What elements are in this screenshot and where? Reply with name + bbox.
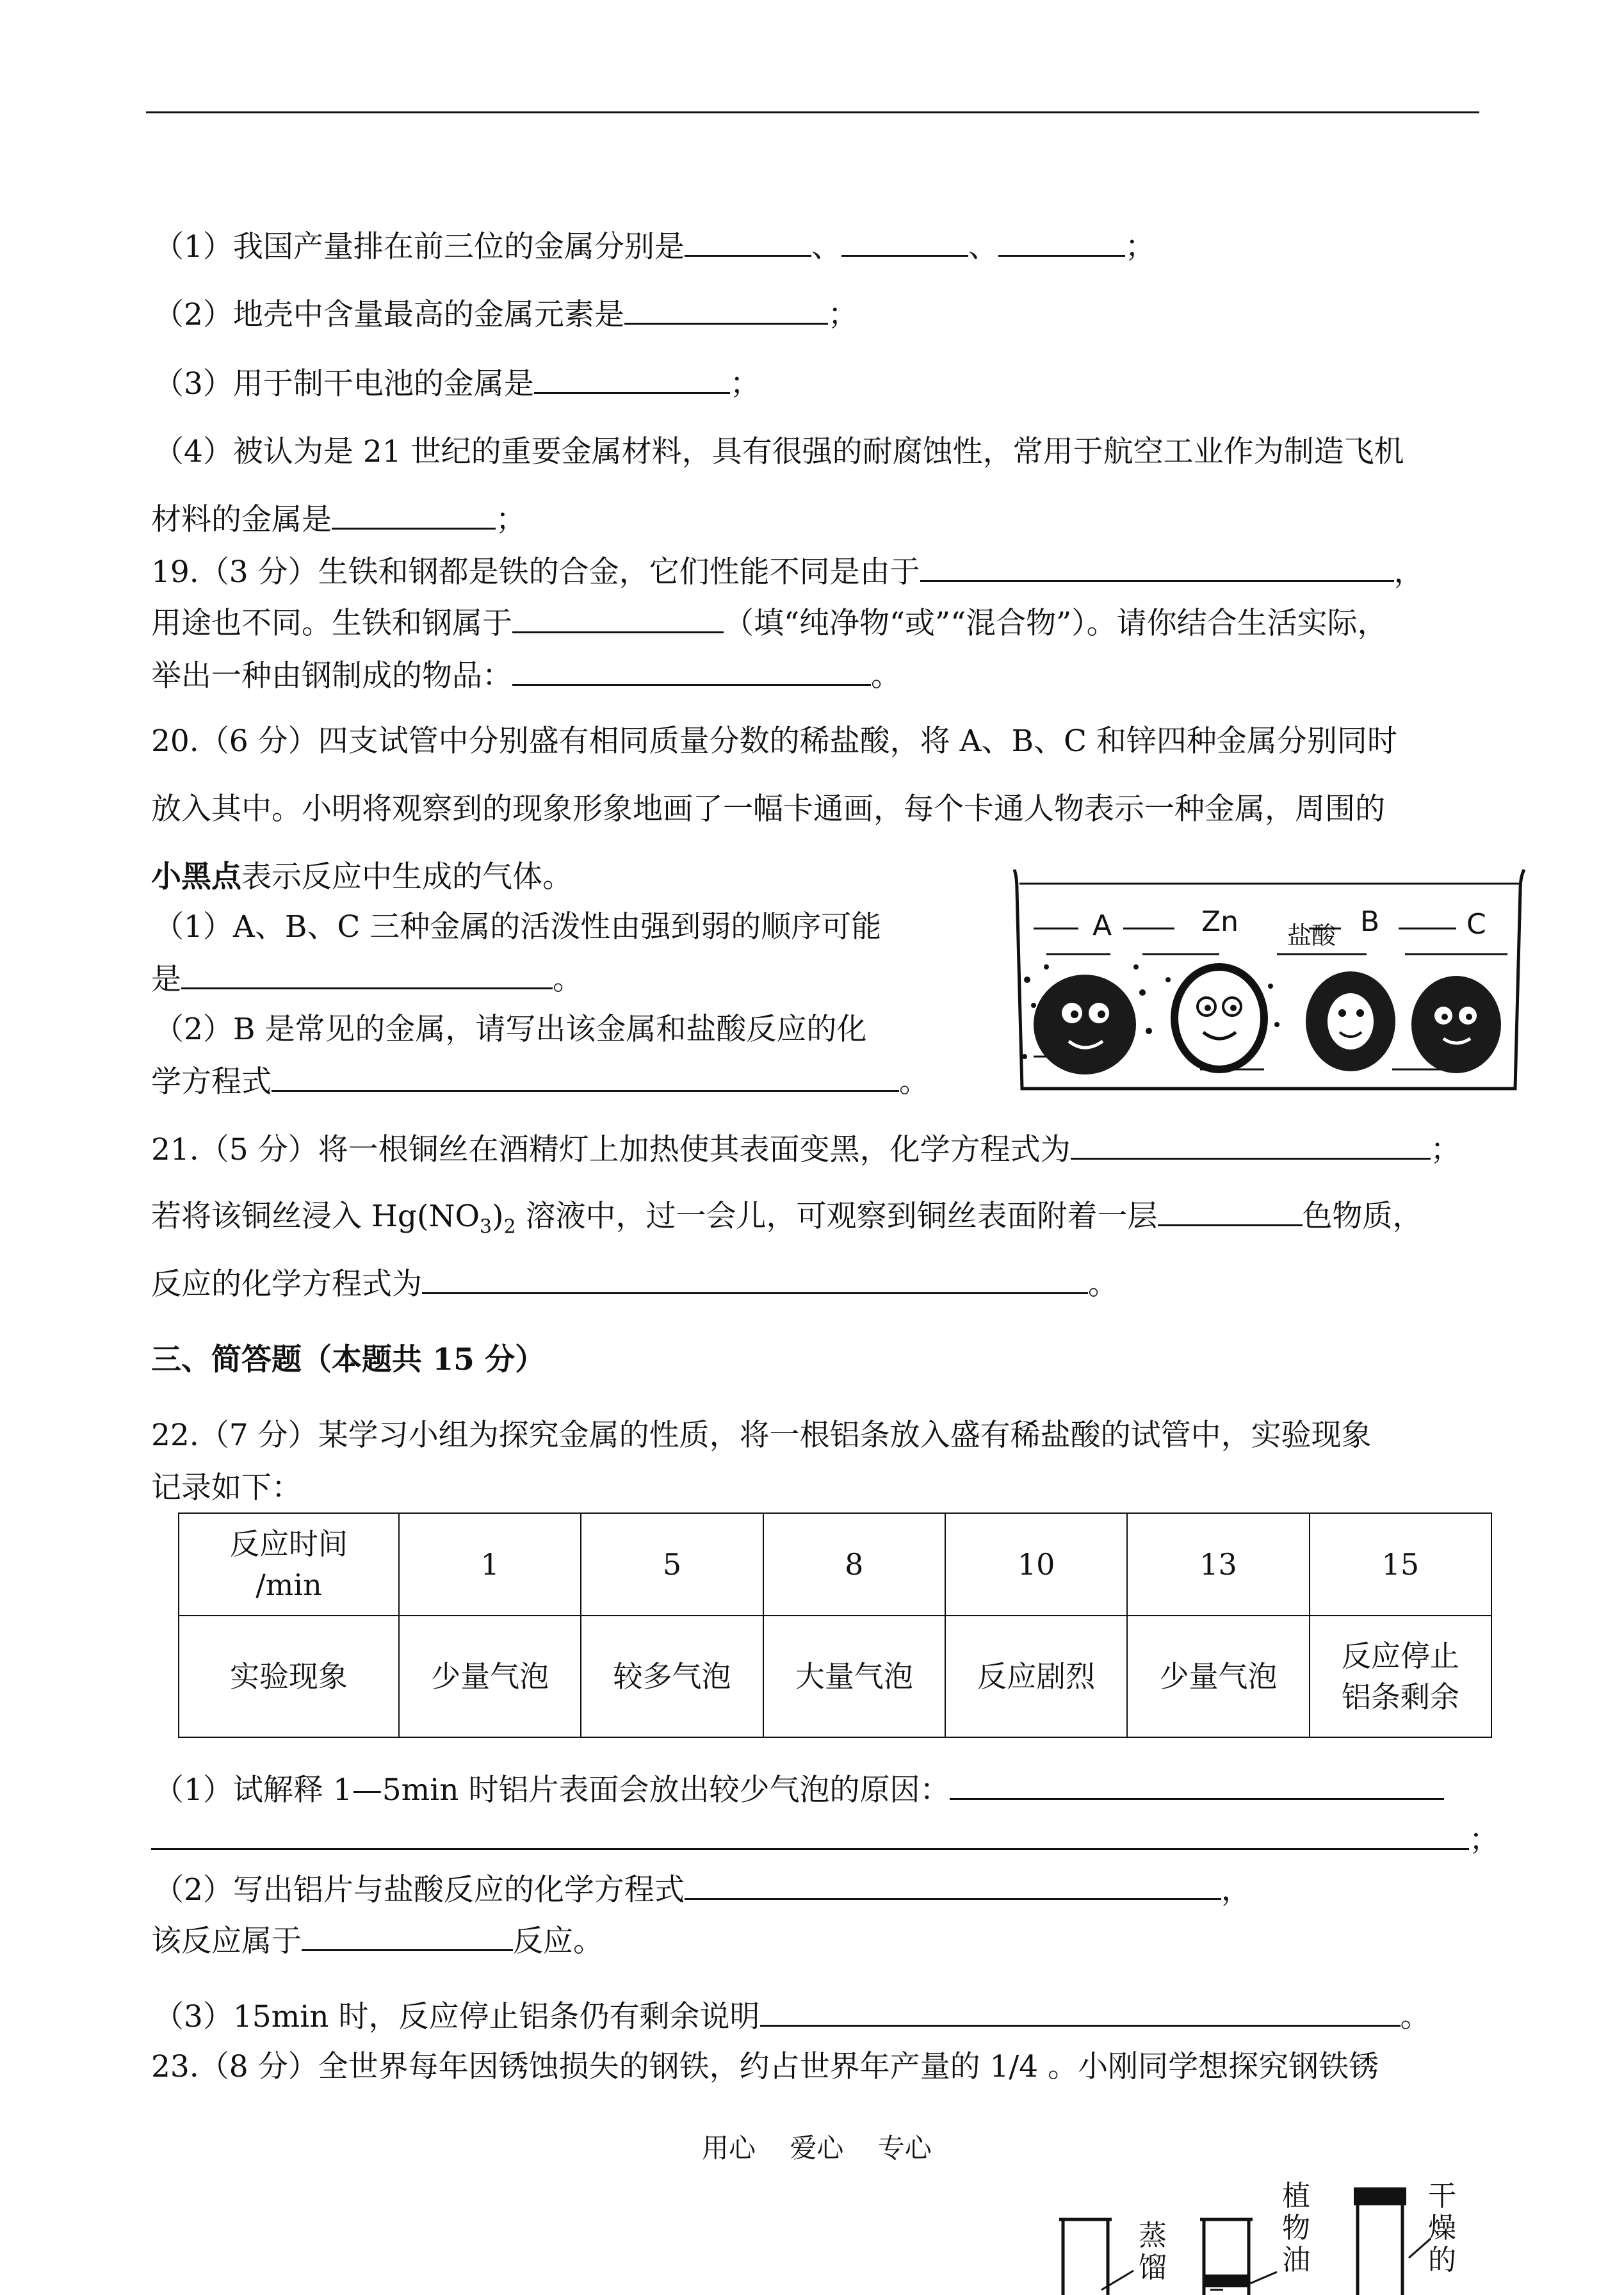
q20-line3: 小黑点表示反应中生成的气体。 [151,859,572,895]
answer-blank[interactable] [685,229,811,257]
table-cell: 8 [763,1513,945,1616]
table-cell: 大量气泡 [763,1616,945,1737]
answer-blank[interactable] [181,962,553,989]
table-row [179,1513,1491,1616]
tube-label-3: 干燥的 [1428,2180,1456,2276]
q20-line7: 学方程式 。 [151,1064,929,1099]
metal-b-character [1306,971,1395,1071]
tube-label-2: 植物油 [1282,2180,1310,2276]
answer-blank[interactable] [998,229,1125,257]
figure-label-zn: Zn [1201,905,1239,938]
answer-blank[interactable] [151,1822,1469,1850]
metal-zn-character [1165,967,1279,1069]
metal-a-character [1022,964,1152,1075]
table-cell: 10 [945,1513,1127,1616]
q20-line4: （1）A、B、C 三种金属的活泼性由强到弱的顺序可能 [154,909,882,945]
figure-label-c: C [1466,908,1486,941]
q22-sub1: （1）试解释 1—5min 时铝片表面会放出较少气泡的原因： [154,1772,1444,1808]
q23-line1: 23.（8 分）全世界每年因锈蚀损失的钢铁，约占世界年产量的 1/4 。小刚同学想探究钢铁锈 [151,2049,1379,2084]
test-tube-figure [1050,2162,1498,2295]
table-cell: 13 [1127,1513,1309,1616]
metal-c-character [1411,976,1501,1073]
table-header-cell: 实验现象 [179,1616,399,1737]
table-row [179,1616,1491,1737]
table-header-cell: 反应时间 /min [179,1513,399,1616]
q19-line1: 19.（3 分）生铁和钢都是铁的合金，它们性能不同是由于 ， [151,555,1424,590]
answer-blank[interactable] [534,366,730,394]
answer-blank[interactable] [272,1064,899,1092]
q20-line6: （2）B 是常见的金属，请写出该金属和盐酸反应的化 [154,1012,867,1047]
answer-blank[interactable] [760,1999,1401,2027]
table-cell: 5 [581,1513,763,1616]
q19-line2: 用途也不同。生铁和钢属于 （填“纯净物“或”“混合物”）。请你结合生活实际， [151,606,1388,641]
q22-sub2: （2）写出铝片与盐酸反应的化学方程式 ， [154,1872,1251,1908]
figure-label-b: B [1360,905,1380,938]
q18-line5: 材料的金属是 ； [151,502,526,537]
q22-sub2b: 该反应属于 反应。 [151,1924,603,1959]
q18-line4: （4）被认为是 21 世纪的重要金属材料，具有很强的耐腐蚀性，常用于航空工业作为制造飞机 [154,434,1404,469]
section-title: 三、简答题（本题共 15 分） [151,1342,546,1377]
table-cell: 较多气泡 [581,1616,763,1737]
table-cell: 少量气泡 [1127,1616,1309,1737]
q22-sub1-cont: ； [151,1822,1499,1858]
q22-sub3: （3）15min 时，反应停止铝条仍有剩余说明 。 [154,1999,1431,2034]
answer-blank[interactable] [512,606,724,633]
q21-line2: 若将该铜丝浸入 $Hg(NO_3)_2$ 溶液中，过一会儿，可观察到铜丝表面附着一层 色物质， [151,1199,1423,1238]
q18-line1: （1）我国产量排在前三位的金属分别是 、 、 ； [154,229,1155,264]
table-cell: 少量气泡 [399,1616,581,1737]
q18-line3: （3）用于制干电池的金属是 ； [154,366,760,401]
answer-blank[interactable] [332,502,496,530]
answer-blank[interactable] [1071,1132,1431,1160]
q20-line5: 是 。 [151,962,583,997]
answer-blank[interactable] [685,1872,1221,1900]
answer-blank[interactable] [624,297,828,325]
answer-blank[interactable] [422,1267,1088,1294]
q21-line1: 21.（5 分）将一根铜丝在酒精灯上加热使其表面变黑，化学方程式为 ； [151,1132,1461,1167]
figure-label-acid: 盐酸 [1287,921,1336,950]
answer-blank[interactable] [950,1772,1444,1800]
answer-blank[interactable] [1158,1199,1303,1226]
q20-line2: 放入其中。小明将观察到的现象形象地画了一幅卡通画，每个卡通人物表示一种金属，周围的 [151,791,1385,827]
figure-label-a: A [1092,909,1112,942]
q20-line1: 20.（6 分）四支试管中分别盛有相同质量分数的稀盐酸，将 A、B、C 和锌四种金属分别同时 [151,724,1397,759]
q18-line2: （2）地壳中含量最高的金属元素是 ； [154,297,858,332]
table-cell: 反应剧烈 [945,1616,1127,1737]
q22-line1: 22.（7 分）某学习小组为探究金属的性质，将一根铝条放入盛有稀盐酸的试管中，实验现象 [151,1418,1372,1453]
table-cell: 反应停止 铝条剩余 [1310,1616,1491,1737]
answer-blank[interactable] [512,658,871,686]
q22-line2: 记录如下： [151,1470,302,1505]
table-cell: 15 [1310,1513,1491,1616]
answer-blank[interactable] [302,1924,513,1951]
page-footer: 用心 爱心 专心 [702,2132,932,2164]
tube-label-1: 蒸馏 [1139,2219,1167,2284]
experiment-table [178,1512,1492,1738]
cartoon-beaker-figure [1008,864,1527,1095]
q19-line3: 举出一种由钢制成的物品： 。 [151,658,901,693]
answer-blank[interactable] [841,229,968,257]
table-cell: 1 [399,1513,581,1616]
q21-line3: 反应的化学方程式为 。 [151,1267,1118,1302]
answer-blank[interactable] [920,555,1394,582]
header-rule [146,111,1479,113]
